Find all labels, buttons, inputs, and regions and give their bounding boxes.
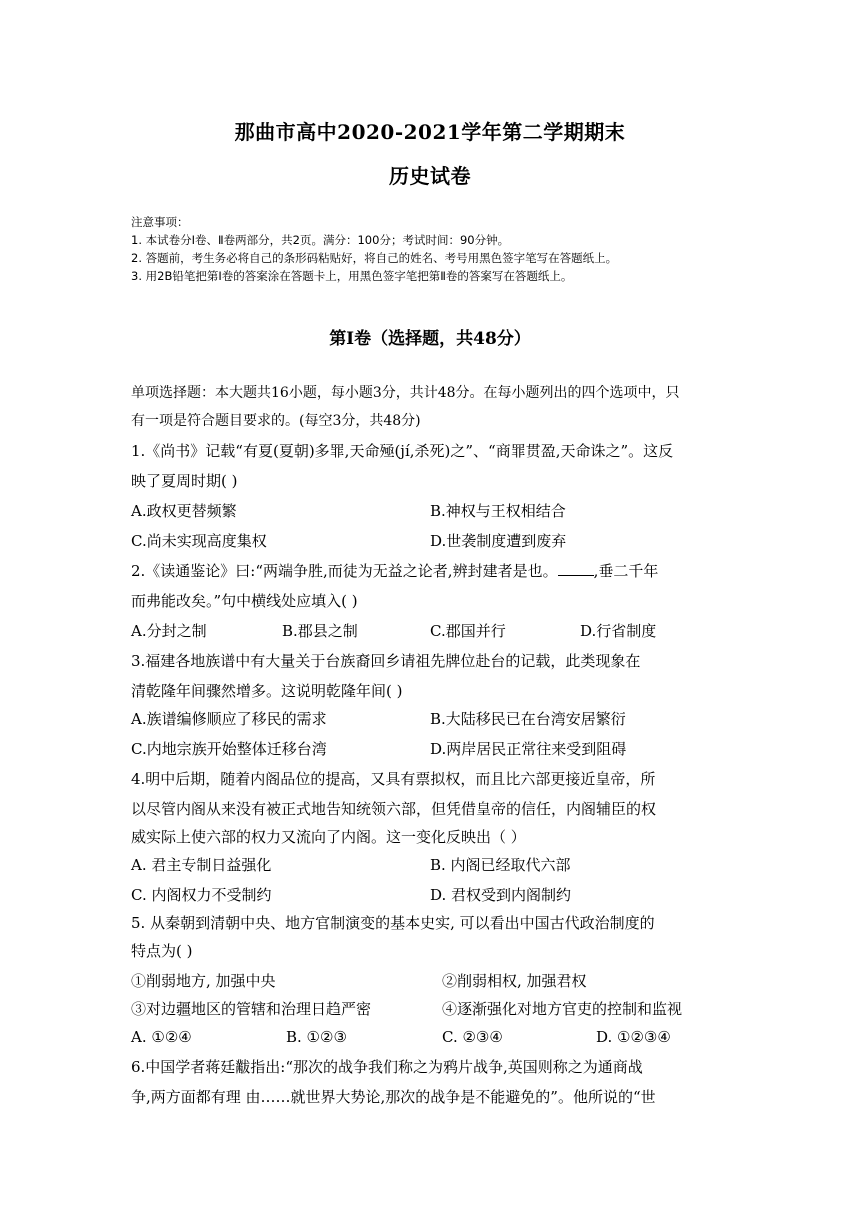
question-3-option-c: C.内地宗族开始整体迁移台湾 — [131, 740, 327, 758]
instructions-line: 单项选择题：本大题共16小题，每小题3分，共计48分。在每小题列出的四个选项中，只 — [131, 385, 680, 401]
exam-title: 那曲市高中2020-2021学年第二学期期末 — [234, 120, 626, 144]
question-4-option-c: C. 内阁权力不受制约 — [131, 886, 272, 904]
question-3-text: 清乾隆年间骤然增多。这说明乾隆年间( ) — [131, 682, 403, 700]
question-5-option-a: A. ①②④ — [131, 1028, 192, 1046]
notice-item: 2. 答题前，考生务必将自己的条形码粘贴好，将自己的姓名、考号用黑色签字笔写在答题纸上。 — [131, 251, 618, 265]
question-5-text: 特点为( ) — [131, 942, 193, 960]
question-3-option-a: A.族谱编修顺应了移民的需求 — [131, 710, 327, 728]
question-4-option-d: D. 君权受到内阁制约 — [430, 886, 572, 904]
question-1-option-d: D.世袭制度遭到废弃 — [430, 532, 567, 550]
question-4-option-a: A. 君主专制日益强化 — [131, 856, 272, 874]
question-5-item-1: ①削弱地方, 加强中央 — [131, 972, 276, 990]
question-2-text-part: ,垂二千年 — [593, 562, 659, 580]
question-2-text-part: 2.《读通鉴论》曰:“两端争胜,而徒为无益之论者,辨封建者是也。 — [131, 562, 558, 580]
question-2-option-d: D.行省制度 — [580, 622, 657, 640]
question-2-option-a: A.分封之制 — [131, 622, 207, 640]
question-3-option-d: D.两岸居民正常往来受到阻碍 — [430, 740, 627, 758]
question-5-item-4: ④逐渐强化对地方官吏的控制和监视 — [442, 1000, 683, 1018]
question-1-option-a: A.政权更替频繁 — [131, 502, 237, 520]
question-6-text: 6.中国学者蒋廷黻指出:“那次的战争我们称之为鸦片战争,英国则称之为通商战 — [131, 1058, 643, 1076]
notice-item: 1. 本试卷分Ⅰ卷、Ⅱ卷两部分，共2页。满分：100分；考试时间：90分钟。 — [131, 233, 510, 247]
instructions-line: 有一项是符合题目要求的。(每空3分，共48分) — [131, 413, 421, 429]
question-4-option-b: B. 内阁已经取代六部 — [430, 856, 571, 874]
question-3-text: 3.福建各地族谱中有大量关于台族裔回乡请祖先牌位赴台的记载，此类现象在 — [131, 652, 641, 670]
question-1-option-b: B.神权与王权相结合 — [430, 502, 566, 520]
question-3-option-b: B.大陆移民已在台湾安居繁衍 — [430, 710, 626, 728]
question-4-text: 威实际上使六部的权力又流向了内阁。这一变化反映出（ ） — [131, 828, 526, 846]
question-1-text: 1.《尚书》记载“有夏(夏朝)多罪,天命殛(jí,杀死)之”、“商罪贯盈,天命诛之”。这反 — [131, 442, 674, 460]
question-5-option-b: B. ①②③ — [286, 1028, 347, 1046]
question-4-text: 以尽管内阁从来没有被正式地告知统领六部，但凭借皇帝的信任，内阁辅臣的权 — [131, 800, 657, 818]
question-2-text — [131, 560, 658, 581]
question-5-item-3: ③对边疆地区的管辖和治理日趋严密 — [131, 1000, 372, 1018]
question-5-option-d: D. ①②③④ — [596, 1028, 671, 1046]
question-4-text: 4.明中后期，随着内阁品位的提高，又具有票拟权，而且比六部更接近皇帝，所 — [131, 770, 656, 788]
notice-item: 3. 用2B铅笔把第Ⅰ卷的答案涂在答题卡上，用黑色签字笔把第Ⅱ卷的答案写在答题纸上。 — [131, 269, 573, 283]
question-2-option-c: C.郡国并行 — [430, 622, 506, 640]
question-2-option-b: B.郡县之制 — [282, 622, 358, 640]
exam-subtitle: 历史试卷 — [389, 164, 471, 188]
section-title: 第Ⅰ卷（选择题，共48分） — [329, 329, 531, 349]
notice-heading: 注意事项： — [131, 215, 189, 229]
answer-blank — [558, 561, 594, 576]
question-2-text: 而弗能改矣。”句中横线处应填入( ) — [131, 592, 358, 610]
question-6-text: 争,两方面都有理 由……就世界大势论,那次的战争是不能避免的”。他所说的“世 — [131, 1088, 656, 1106]
question-1-option-c: C.尚未实现高度集权 — [131, 532, 267, 550]
question-1-text: 映了夏周时期( ) — [131, 472, 238, 490]
question-5-text: 5. 从秦朝到清朝中央、地方官制演变的基本史实, 可以看出中国古代政治制度的 — [131, 914, 655, 932]
question-5-option-c: C. ②③④ — [442, 1028, 503, 1046]
question-5-item-2: ②削弱相权, 加强君权 — [442, 972, 587, 990]
